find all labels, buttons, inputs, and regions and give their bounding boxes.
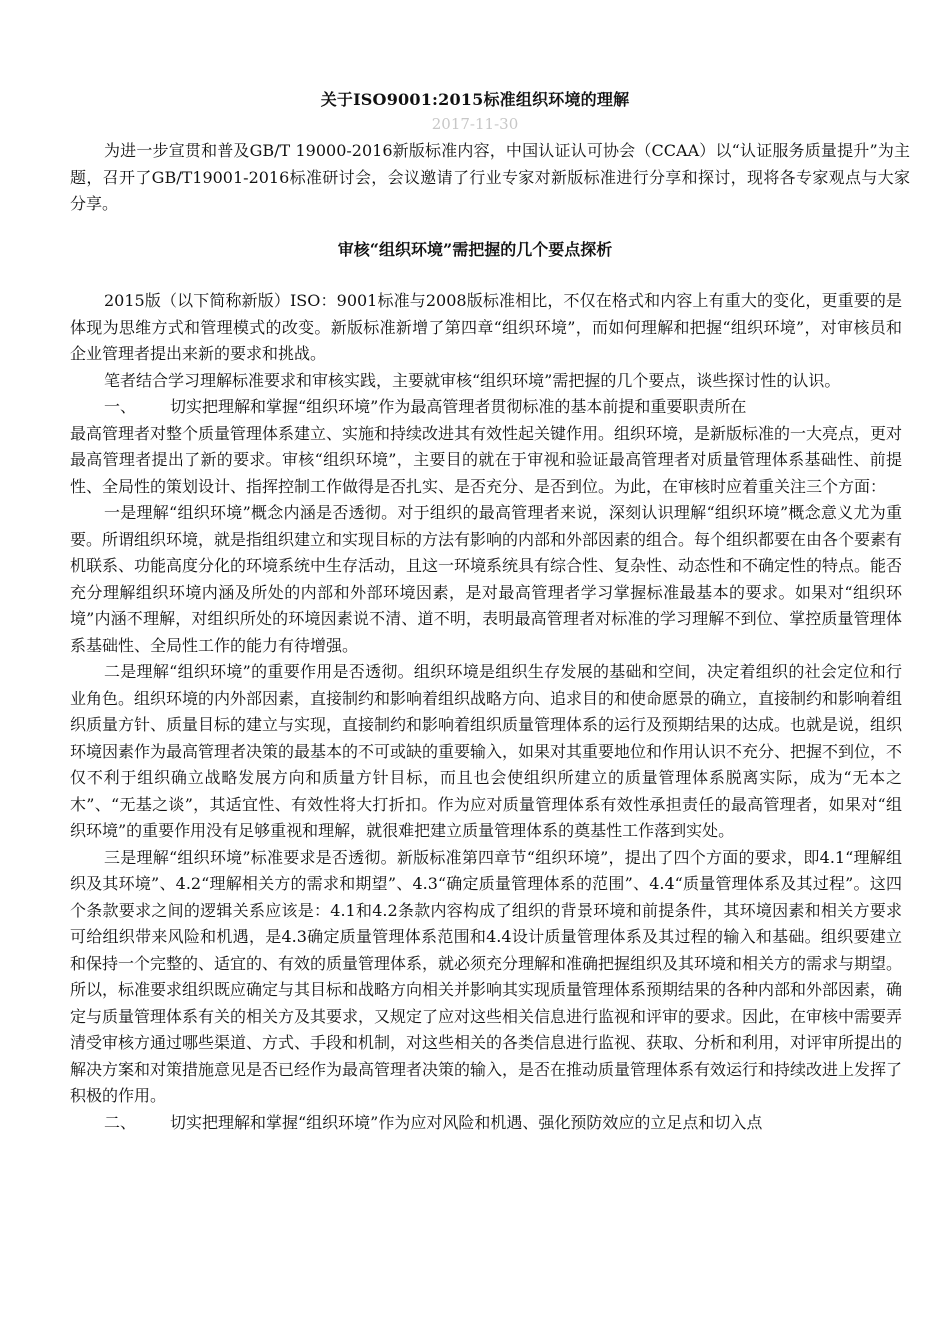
intro-paragraph: 为进一步宣贯和普及GB/T 19000-2016新版标准内容，中国认证认可协会（CCAA）以“认证服务质量提升”为主题，召开了GB/T19001-2016标准研讨会，会议邀请了行业专家对新版标准进行分享和探讨，现将各专家观点与大家分享。 [70, 141, 910, 213]
paragraph-4: 一是理解“组织环境”概念内涵是否透彻。对于组织的最高管理者来说，深刻认识理解“组织环境”概念意义尤为重要。所谓组织环境，就是指组织建立和实现目标的方法有影响的内部和外部因素的组合。每个组织都要在由各个要素有机联系、功能高度分化的环境系统中生存活动，且这一环境系统具有综合性、复杂性、动态性和不确定性的特点。能否充分理解组织环境内涵及所处的内部和外部环境因素，是对最高管理者学习掌握标准最基本的要求。如果对“组织环境”内涵不理解，对组织所处的环境因素说不清、道不明，表明最高管理者对标准的学习理解不到位、掌控质量管理体系基础性、全局性工作的能力有待增强。 [70, 503, 903, 655]
section-title: 审核“组织环境”需把握的几个要点探析 [337, 240, 613, 259]
paragraph-6: 三是理解“组织环境”标准要求是否透彻。新版标准第四章节“组织环境”，提出了四个方面的要求，即4.1“理解组织及其环境”、4.2“理解相关方的需求和期望”、4.3“确定质量管理体系的范围”、4.4“质量管理体系及其过程”。这四个条款要求之间的逻辑关系应该是：4.1和4.2条款内容构成了组织的背景环境和前提条件，其环境因素和相关方要求可给组织带来风险和机遇，是4.3确定质量管理体系范围和4.4设计质量管理体系及其过程的输入和基础。组织要建立和保持一个完整的、适宜的、有效的质量管理体系，就必须充分理解和准确把握组织及其环境和相关方的需求与期望。所以，标准要求组织既应确定与其目标和战略方向相关并影响其实现质量管理体系预期结果的各种内部和外部因素，确定与质量管理体系有关的相关方及其要求，又规定了应对这些相关信息进行监视和评审的要求。因此，在审核中需要弄清受审核方通过哪些渠道、方式、手段和机制，对这些相关的各类信息进行监视、获取、分析和利用，对评审所提出的解决方案和对策措施意见是否已经作为最高管理者决策的输入，是否在推动质量管理体系有效运行和持续改进上发挥了积极的作用。 [70, 847, 903, 1105]
document-title: 关于ISO9001:2015标准组织环境的理解 [320, 90, 630, 109]
point-heading-2-number: 二、 [104, 1112, 137, 1132]
point-heading-1-number: 一、 [104, 397, 137, 416]
point-heading-2 [70, 1110, 902, 1137]
point-heading-1-text: 切实把理解和掌握“组织环境”作为最高管理者贯彻标准的基本前提和重要职责所在 [170, 397, 747, 416]
point-heading-2-text: 切实把理解和掌握“组织环境”作为应对风险和机遇、强化预防效应的立足点和切入点 [170, 1112, 763, 1132]
paragraph-1: 2015版（以下简称新版）ISO：9001标准与2008版标准相比，不仅在格式和内容上有重大的变化，更重要的是体现为思维方式和管理模式的改变。新版标准新增了第四章“组织环境”，而如何理解和把握“组织环境”，对审核员和企业管理者提出来新的要求和挑战。 [70, 291, 902, 363]
paragraph-2: 笔者结合学习理解标准要求和审核实践，主要就审核“组织环境”需把握的几个要点，谈些探讨性的认识。 [104, 370, 841, 390]
point-heading-1 [70, 394, 902, 421]
paragraph-3: 最高管理者对整个质量管理体系建立、实施和持续改进其有效性起关键作用。组织环境，是新版标准的一大亮点，更对最高管理者提出了新的要求。审核“组织环境”，主要目的就在于审视和验证最高管理者对质量管理体系基础性、前提性、全局性的策划设计、指挥控制工作做得是否扎实、是否充分、是否到位。为此，在审核时应着重关注三个方面： [70, 423, 903, 496]
publish-date: 2017-11-30 [431, 115, 519, 133]
paragraph-5: 二是理解“组织环境”的重要作用是否透彻。组织环境是组织生存发展的基础和空间，决定着组织的社会定位和行业角色。组织环境的内外部因素，直接制约和影响着组织战略方向、追求目的和使命愿景的确立，直接制约和影响着组织质量方针、质量目标的建立与实现，直接制约和影响着组织质量管理体系的运行及预期结果的达成。也就是说，组织环境因素作为最高管理者决策的最基本的不可或缺的重要输入，如果对其重要地位和作用认识不充分、把握不到位，不仅不利于组织确立战略发展方向和质量方针目标，而且也会使组织所建立的质量管理体系脱离实际，成为“无本之木”、“无基之谈”，其适宜性、有效性将大打折扣。作为应对质量管理体系有效性承担责任的最高管理者，如果对“组织环境”的重要作用没有足够重视和理解，就很难把建立质量管理体系的奠基性工作落到实处。 [70, 662, 903, 840]
article-body [70, 288, 902, 1136]
